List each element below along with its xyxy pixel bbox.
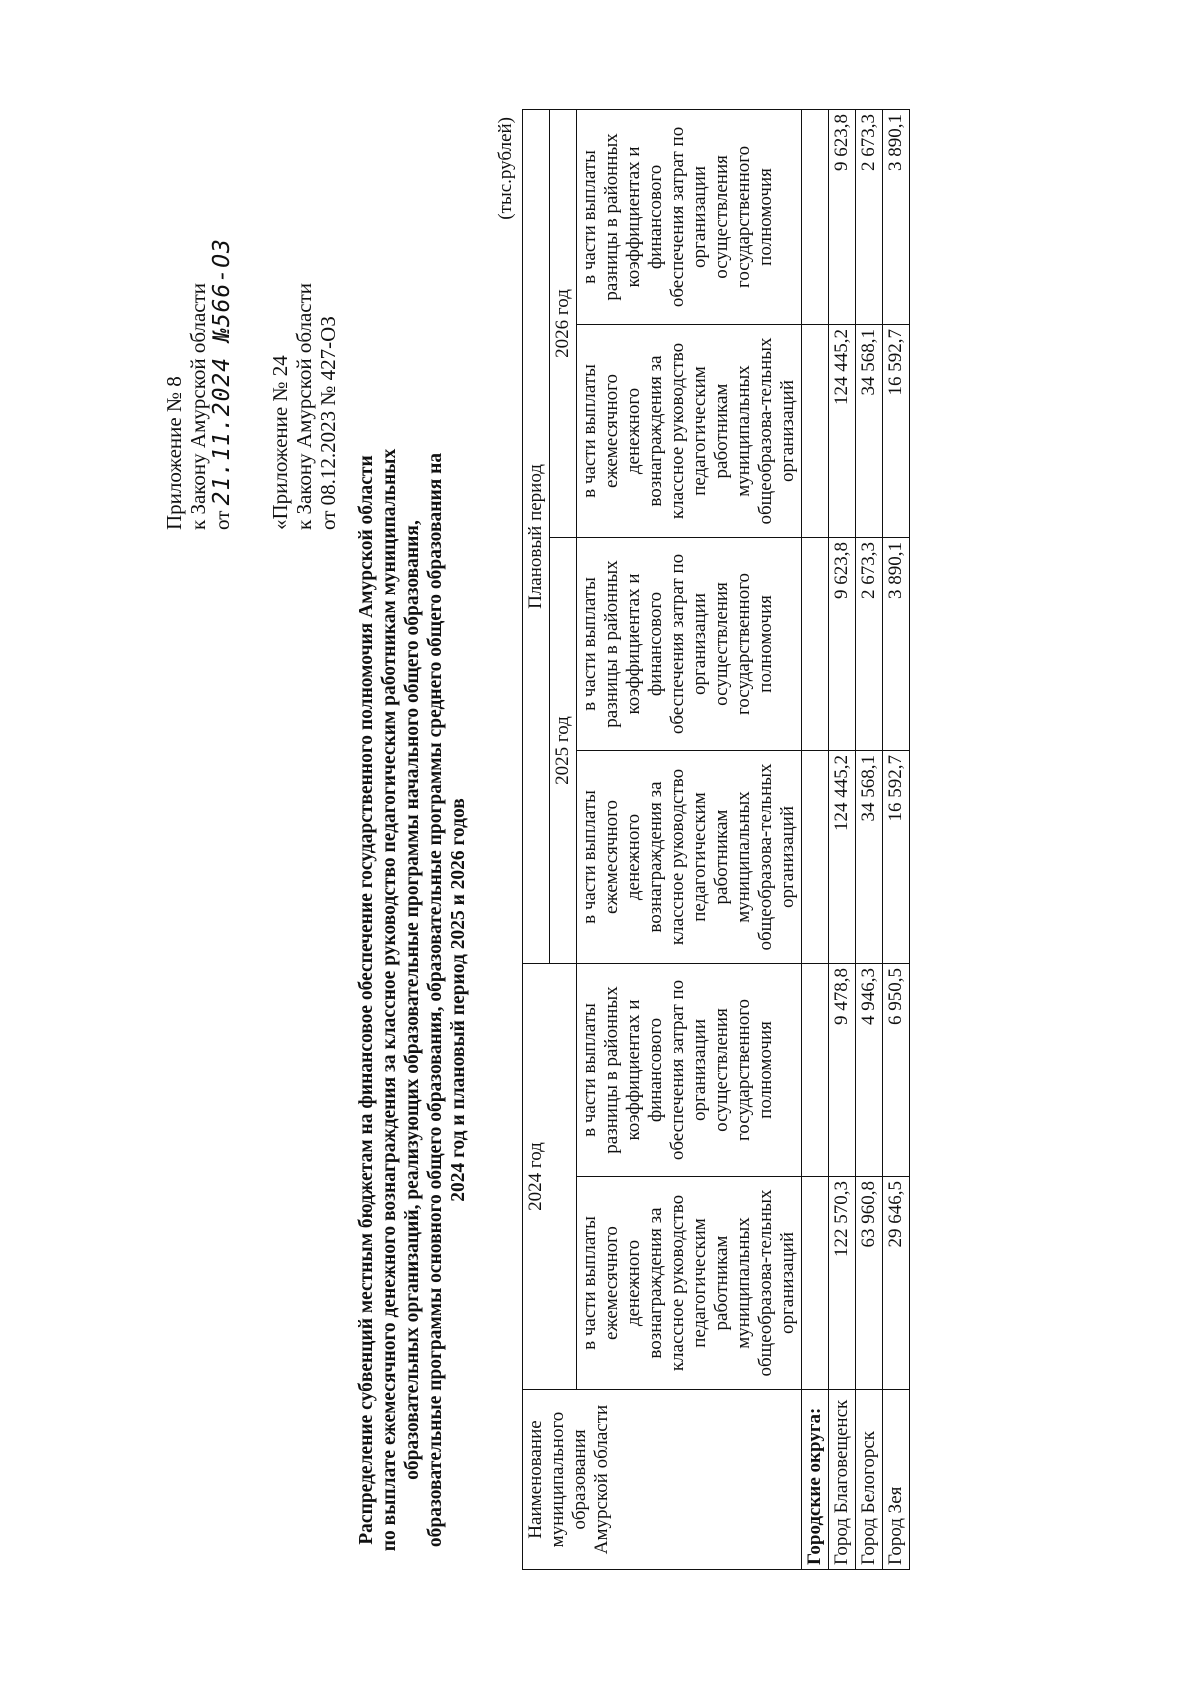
- col-2026-payment-b: в части выплаты разницы в районных коэффициентах и финансового обеспечения затрат по организации осуществления государственного полномочия: [577, 109, 802, 324]
- document-title: Распределение субвенций местным бюджетам на финансовое обеспечение государственного полномочия Амурской области по выплате ежемесячного денежного вознаграждения за классное руководство педагогическим работникам муниципальных образовательных организаций, реализующих образовательные программы начального общего образования, образовательные программы основного общего образования, образовательные программы среднего общего образования на 2024 год и плановый период 2025 и 2026 годов: [356, 448, 469, 1552]
- value-2025-a: 124 445,2: [829, 750, 856, 963]
- empty-cell: [802, 750, 829, 963]
- header-row-3: [577, 109, 802, 1569]
- value-2025-a: 16 592,7: [883, 750, 910, 963]
- value-2024-a: 122 570,3: [829, 1177, 856, 1390]
- value-2026-a: 34 568,1: [856, 324, 883, 537]
- handwritten-date-number: 21.11.2024 №566-ОЗ: [209, 238, 235, 506]
- appendix-current: [162, 238, 234, 530]
- units-label: (тыс.рублей): [495, 117, 516, 220]
- value-2025-b: 3 890,1: [883, 537, 910, 750]
- section-label: Городские округа:: [802, 1390, 829, 1570]
- empty-cell: [802, 537, 829, 750]
- value-2026-a: 124 445,2: [829, 324, 856, 537]
- value-2026-b: 9 623,8: [829, 109, 856, 324]
- planned-period-header: Плановый период: [523, 109, 550, 963]
- value-2026-a: 16 592,7: [883, 324, 910, 537]
- row-name: Город Благовещенск: [829, 1390, 856, 1570]
- subvention-table: [522, 109, 910, 1570]
- value-2026-b: 2 673,3: [856, 109, 883, 324]
- appendix-current-line2: к Закону Амурской области: [186, 282, 210, 530]
- appendix-current-date-prefix: от: [210, 510, 234, 530]
- rotated-page: [150, 105, 1050, 1595]
- header-row-1: [523, 109, 550, 1569]
- appendix-previous-line3: от 08.12.2023 № 427-ОЗ: [316, 316, 340, 530]
- year-2026-header: 2026 год: [550, 109, 577, 537]
- row-name: Город Зея: [883, 1390, 910, 1570]
- value-2025-a: 34 568,1: [856, 750, 883, 963]
- municipality-name-header: Наименование муниципального образования Амурской области: [523, 1390, 802, 1570]
- col-2024-payment-b: в части выплаты разницы в районных коэффициентах и финансового обеспечения затрат по организации осуществления государственного полномочия: [577, 963, 802, 1176]
- appendix-current-line1: Приложение № 8: [162, 376, 186, 530]
- col-2026-payment-a: в части выплаты ежемесячного денежного вознаграждения за классное руководство педагогическим работникам муниципальных общеобразова-тельных организаций: [577, 324, 802, 537]
- appendix-previous: [268, 283, 340, 530]
- col-2025-payment-b: в части выплаты разницы в районных коэффициентах и финансового обеспечения затрат по организации осуществления государственного полномочия: [577, 537, 802, 750]
- year-2025-header: 2025 год: [550, 537, 577, 963]
- value-2024-a: 63 960,8: [856, 1177, 883, 1390]
- year-2024-header: 2024 год: [523, 963, 577, 1389]
- value-2024-b: 6 950,5: [883, 963, 910, 1176]
- table-row: [829, 109, 856, 1569]
- col-2024-payment-a: в части выплаты ежемесячного денежного вознаграждения за классное руководство педагогическим работникам муниципальных общеобразова-тельных организаций: [577, 1177, 802, 1390]
- value-2024-b: 4 946,3: [856, 963, 883, 1176]
- appendix-current-line3: [210, 238, 234, 530]
- table-row: [856, 109, 883, 1569]
- value-2024-a: 29 646,5: [883, 1177, 910, 1390]
- value-2026-b: 3 890,1: [883, 109, 910, 324]
- appendix-previous-line2: к Закону Амурской области: [292, 282, 316, 530]
- section-row: [802, 109, 829, 1569]
- table-row: [883, 109, 910, 1569]
- value-2025-b: 2 673,3: [856, 537, 883, 750]
- empty-cell: [802, 1177, 829, 1390]
- value-2024-b: 9 478,8: [829, 963, 856, 1176]
- empty-cell: [802, 324, 829, 537]
- appendix-previous-line1: «Приложение № 24: [268, 355, 292, 530]
- row-name: Город Белогорск: [856, 1390, 883, 1570]
- col-2025-payment-a: в части выплаты ежемесячного денежного вознаграждения за классное руководство педагогическим работникам муниципальных общеобразова-тельных организаций: [577, 750, 802, 963]
- empty-cell: [802, 109, 829, 324]
- value-2025-b: 9 623,8: [829, 537, 856, 750]
- empty-cell: [802, 963, 829, 1176]
